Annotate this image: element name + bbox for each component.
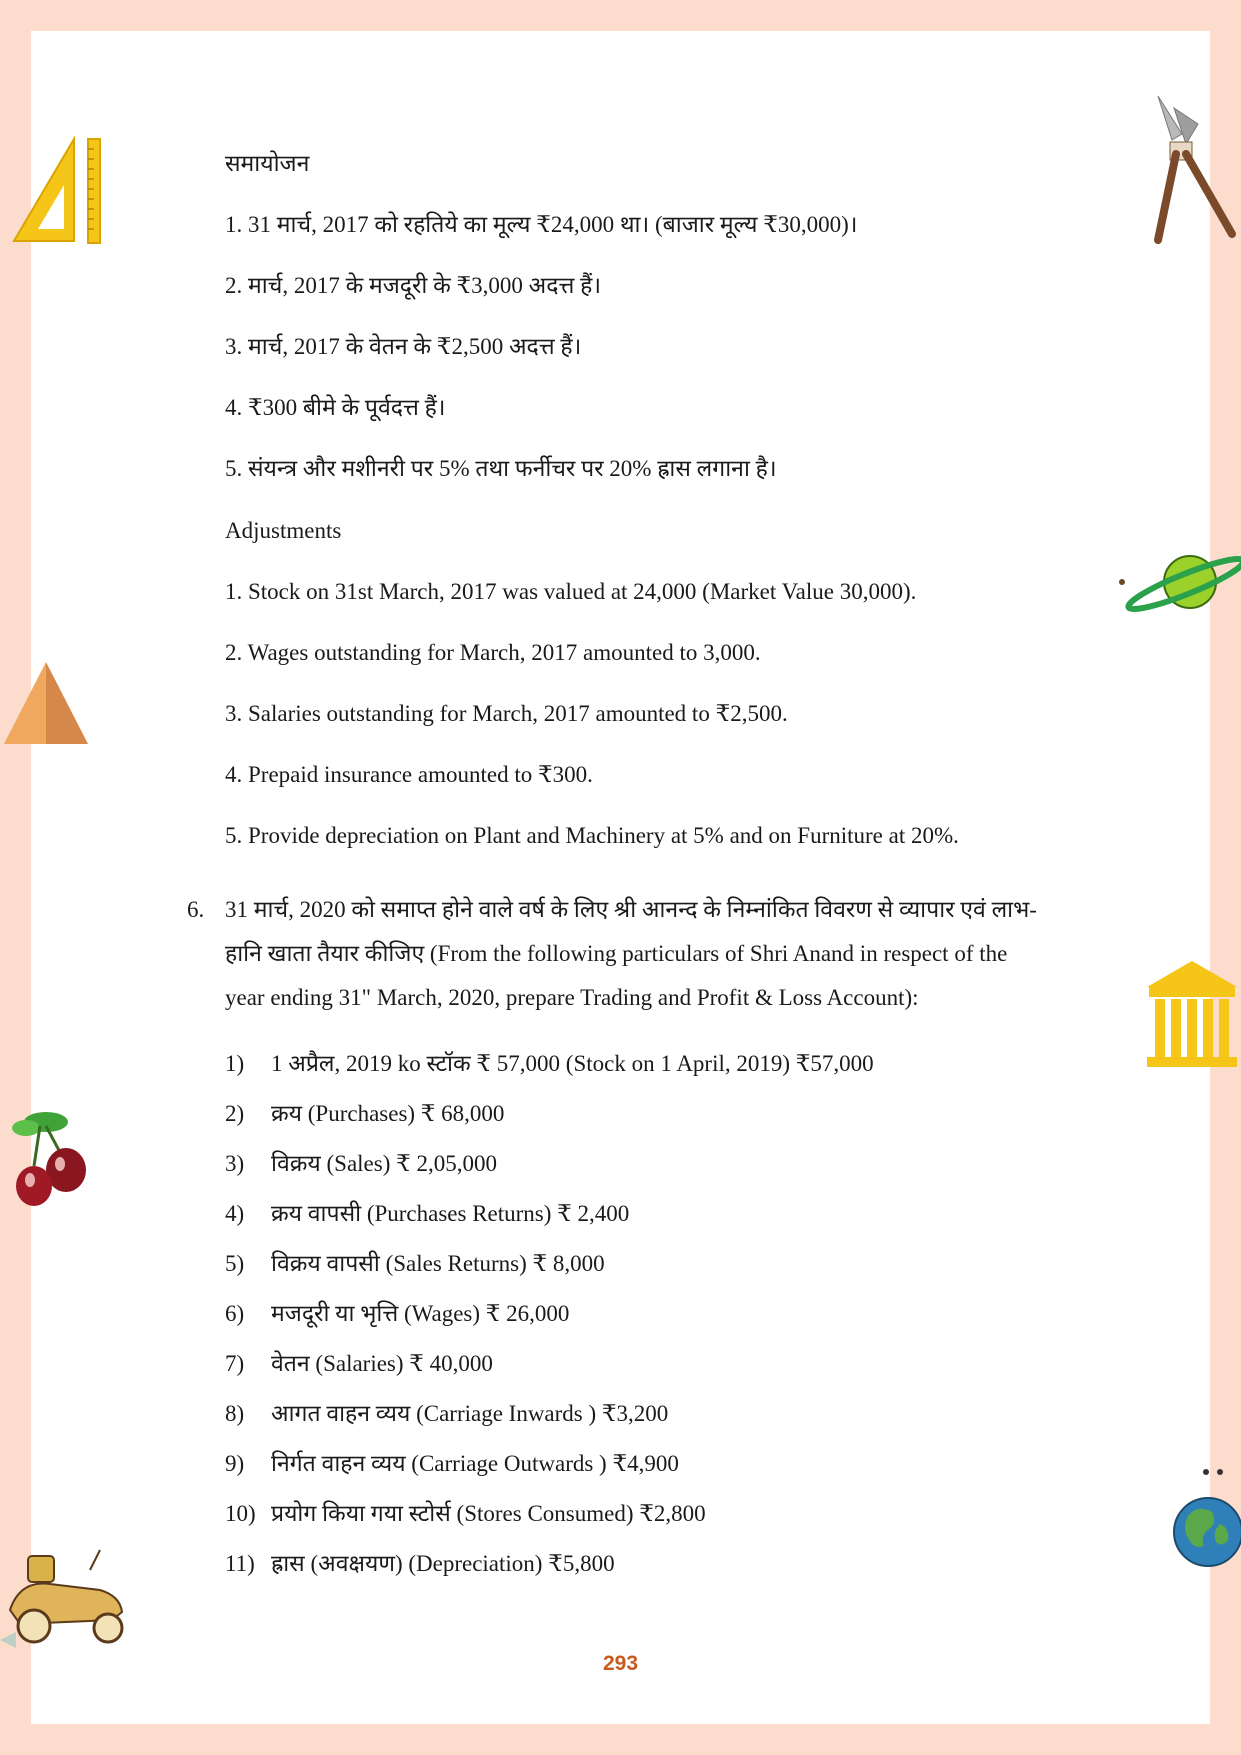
globe-earth-icon bbox=[1168, 1466, 1241, 1574]
particular-item bbox=[225, 1049, 874, 1079]
adjustment-english-item: 4. Prepaid insurance amounted to ₹300. bbox=[225, 762, 593, 787]
adjustment-english-item: 2. Wages outstanding for March, 2017 amounted to 3,000. bbox=[225, 640, 761, 665]
pruning-shears-icon bbox=[1152, 94, 1238, 244]
adjustments-hindi-heading: समायोजन bbox=[225, 151, 310, 176]
item-text: निर्गत वाहन व्यय (Carriage Outwards ) ₹4,900 bbox=[271, 1451, 679, 1476]
particular-item bbox=[225, 1249, 605, 1279]
item-number: 7) bbox=[225, 1351, 245, 1376]
particular-item bbox=[225, 1149, 497, 1179]
ruler-triangle-icon bbox=[8, 133, 104, 245]
particular-item bbox=[225, 1199, 629, 1229]
item-text: प्रयोग किया गया स्टोर्स (Stores Consumed) ₹2,800 bbox=[271, 1501, 706, 1526]
question-text-line: हानि खाता तैयार कीजिए (From the following particulars of Shri Anand in respect of the bbox=[225, 941, 1008, 966]
item-text: ह्रास (अवक्षयण) (Depreciation) ₹5,800 bbox=[271, 1551, 615, 1576]
question-text-line: year ending 31" March, 2020, prepare Trading and Profit & Loss Account): bbox=[225, 985, 919, 1010]
item-number: 2) bbox=[225, 1101, 245, 1126]
pyramid-icon bbox=[2, 658, 90, 748]
adjustment-hindi-item: 3. मार्च, 2017 के वेतन के ₹2,500 अदत्त हैं। bbox=[225, 334, 582, 359]
item-text: आगत वाहन व्यय (Carriage Inwards ) ₹3,200 bbox=[271, 1401, 669, 1426]
particular-item bbox=[225, 1099, 504, 1129]
item-number: 11) bbox=[225, 1551, 255, 1576]
vintage-car-icon bbox=[0, 1540, 132, 1650]
item-number: 10) bbox=[225, 1501, 256, 1526]
temple-pillars-icon bbox=[1143, 957, 1241, 1071]
item-text: विक्रय (Sales) ₹ 2,05,000 bbox=[271, 1151, 497, 1176]
particular-item bbox=[225, 1399, 668, 1429]
adjustment-hindi-item: 1. 31 मार्च, 2017 को रहतिये का मूल्य ₹24,000 था। (बाजार मूल्य ₹30,000)। bbox=[225, 212, 858, 237]
item-number: 6) bbox=[225, 1301, 245, 1326]
particular-item bbox=[225, 1449, 679, 1479]
adjustment-english-item: 3. Salaries outstanding for March, 2017 amounted to ₹2,500. bbox=[225, 701, 788, 726]
cherries-icon bbox=[6, 1106, 88, 1210]
page-number: 293 bbox=[602, 1652, 639, 1675]
adjustment-hindi-item: 2. मार्च, 2017 के मजदूरी के ₹3,000 अदत्त हैं। bbox=[225, 273, 602, 298]
item-number: 8) bbox=[225, 1401, 245, 1426]
particular-item bbox=[225, 1549, 615, 1579]
question-text-line: 31 मार्च, 2020 को समाप्त होने वाले वर्ष के लिए श्री आनन्द के निम्नांकित विवरण से व्यापार एवं लाभ- bbox=[225, 897, 1037, 922]
item-text: क्रय वापसी (Purchases Returns) ₹ 2,400 bbox=[271, 1201, 630, 1226]
item-text: मजदूरी या भृत्ति (Wages) ₹ 26,000 bbox=[271, 1301, 570, 1326]
planet-saturn-icon bbox=[1114, 546, 1241, 616]
item-number: 3) bbox=[225, 1151, 245, 1176]
adjustment-english-item: 5. Provide depreciation on Plant and Machinery at 5% and on Furniture at 20%. bbox=[225, 823, 959, 848]
adjustment-english-item: 1. Stock on 31st March, 2017 was valued at 24,000 (Market Value 30,000). bbox=[225, 579, 917, 604]
question-number: 6. bbox=[187, 897, 205, 922]
item-number: 4) bbox=[225, 1201, 245, 1226]
item-text: क्रय (Purchases) ₹ 68,000 bbox=[271, 1101, 505, 1126]
adjustments-english-heading: Adjustments bbox=[225, 518, 342, 543]
item-text: 1 अप्रैल, 2019 ko स्टॉक ₹ 57,000 (Stock on 1 April, 2019) ₹57,000 bbox=[271, 1051, 874, 1076]
adjustment-hindi-item: 5. संयन्त्र और मशीनरी पर 5% तथा फर्नीचर पर 20% ह्रास लगाना है। bbox=[225, 456, 777, 481]
particular-item bbox=[225, 1499, 706, 1529]
item-number: 5) bbox=[225, 1251, 245, 1276]
item-number: 9) bbox=[225, 1451, 245, 1476]
adjustment-hindi-item: 4. ₹300 बीमे के पूर्वदत्त हैं। bbox=[225, 395, 446, 420]
item-text: वेतन (Salaries) ₹ 40,000 bbox=[271, 1351, 493, 1376]
item-number: 1) bbox=[225, 1051, 245, 1076]
particular-item bbox=[225, 1349, 493, 1379]
particular-item bbox=[225, 1299, 569, 1329]
item-text: विक्रय वापसी (Sales Returns) ₹ 8,000 bbox=[271, 1251, 605, 1276]
